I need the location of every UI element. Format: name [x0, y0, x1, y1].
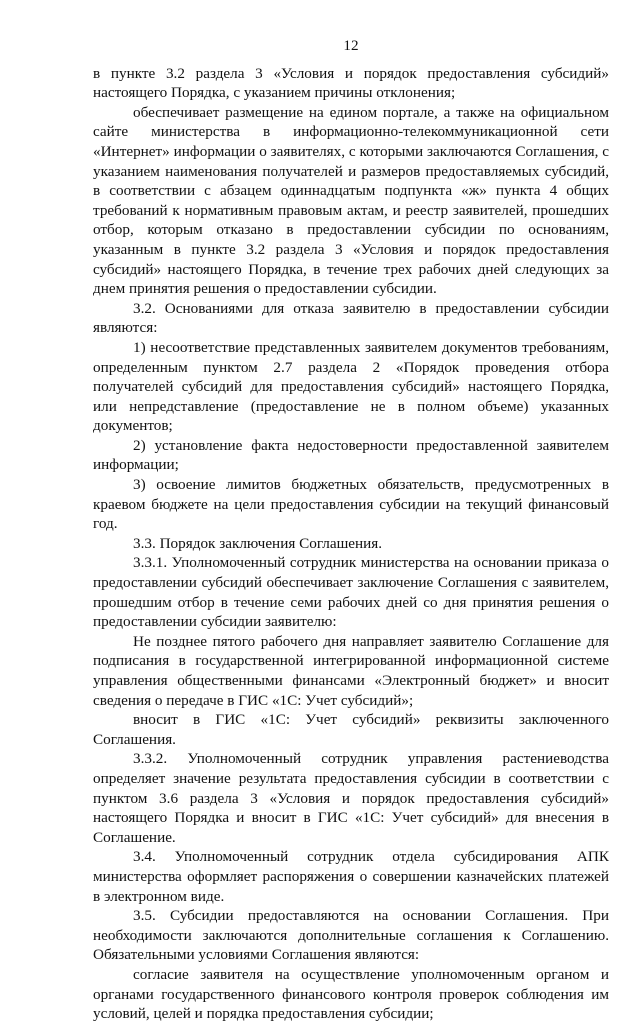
paragraph-11: 3.3.2. Уполномоченный сотрудник управления растениеводства определяет значение результата предоставления субсидии в соответствии с пунктом 3.6 раздела 3 «Условия и порядок предоставления субсидий» настоящего Порядка и вносит в ГИС «1С: Учет субсидий» для внесения в Соглашение.: [93, 750, 609, 846]
page-number: 12: [343, 37, 359, 54]
paragraph-6: 3) освоение лимитов бюджетных обязательств, предусмотренных в краевом бюджете на цели предоставления субсидии на текущий финансовый год.: [93, 476, 609, 533]
paragraph-3: 3.2. Основаниями для отказа заявителю в предоставлении субсидии являются:: [93, 299, 609, 337]
paragraph-12: 3.4. Уполномоченный сотрудник отдела субсидирования АПК министерства оформляет распоряжения о совершении казначейских платежей в электронном виде.: [93, 848, 609, 905]
paragraph-10: вносит в ГИС «1С: Учет субсидий» реквизиты заключенного Соглашения.: [93, 711, 609, 748]
paragraph-9: Не позднее пятого рабочего дня направляет заявителю Соглашение для подписания в государственной интегрированной информационной системе управления общественными финансами «Электронный бюджет» и вносит сведения о передаче в ГИС «1С: Учет субсидий»;: [93, 632, 609, 709]
paragraph-14: согласие заявителя на осуществление уполномоченным органом и органами государственного финансового контроля проверок соблюдения им условий, целей и порядка предоставления субсидии;: [93, 965, 609, 1023]
paragraph-5: 2) установление факта недостоверности предоставленной заявителем информации;: [93, 436, 609, 474]
paragraph-8: 3.3.1. Уполномоченный сотрудник министерства на основании приказа о предоставлении субсидий обеспечивает заключение Соглашения с заявителем, прошедшим отбор в течение семи рабочих дней со дня принятия решения о предоставлении субсидии заявителю:: [93, 554, 609, 631]
paragraph-1: в пункте 3.2 раздела 3 «Условия и порядок предоставления субсидий» настоящего Порядка, с указанием причины отклонения;: [93, 64, 609, 102]
paragraph-13: 3.5. Субсидии предоставляются на основании Соглашения. При необходимости заключаются дополнительные соглашения к Соглашению. Обязательными условиями Соглашения являются:: [93, 907, 609, 964]
paragraph-7: 3.3. Порядок заключения Соглашения.: [133, 534, 383, 552]
paragraph-4: 1) несоответствие представленных заявителем документов требованиям, определенным пунктом 2.7 раздела 2 «Порядок проведения отбора получателей субсидий для предоставления субсидий» настоящего Порядка, или непредставление (предоставление не в полном объеме) указанных документов;: [93, 338, 609, 435]
paragraph-2: обеспечивает размещение на едином портале, а также на официальном сайте министерства в информационно-телекоммуникационной сети «Интернет» информации о заявителях, с которыми заключаются Соглашения, с указанием наименования получателей и размеров предоставляемых субсидий, в соответствии с абзацем одиннадцатым подпункта «ж» пункта 4 общих требований к нормативным правовым актам, и реестр заявителей, прошедших отбор, которым отказано в предоставлении субсидии по основаниям, указанным в пункте 3.2 раздела 3 «Условия и порядок предоставления субсидий» настоящего Порядка, в течение трех рабочих дней следующих за днем принятия решения о предоставлении субсидии.: [93, 103, 609, 298]
